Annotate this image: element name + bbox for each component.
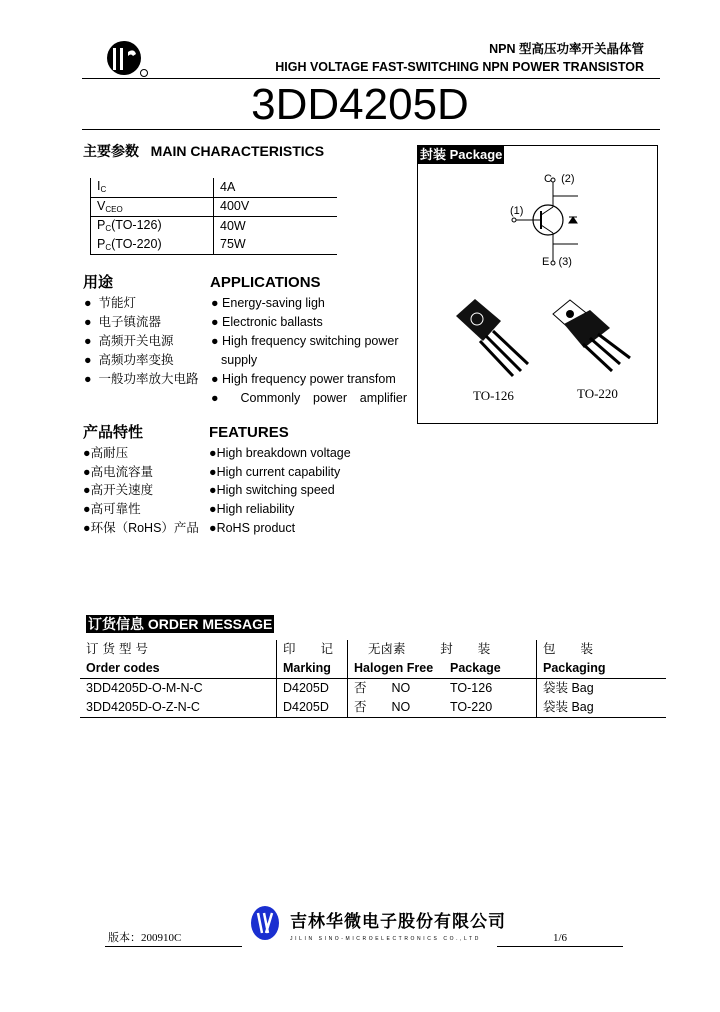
text: C xyxy=(105,224,112,234)
characteristics-table xyxy=(90,178,337,255)
table-row xyxy=(91,236,338,255)
text: 40W xyxy=(220,218,246,233)
text: 订货型号 xyxy=(80,640,277,659)
text: P xyxy=(97,236,106,251)
text: 电子镇流器 xyxy=(98,315,162,329)
text: Halogen Free xyxy=(348,659,445,679)
text: Marking xyxy=(277,659,348,679)
text: Energy-saving ligh xyxy=(222,296,325,310)
text: Commonly power amplifier xyxy=(240,391,407,405)
list-item: ● 高频开关电源 xyxy=(84,334,174,348)
list-item: ● Commonly power amplifier xyxy=(211,391,407,405)
text: D4205D xyxy=(277,698,348,718)
text: 环保（RoHS）产品 xyxy=(90,520,199,535)
text: E xyxy=(542,256,550,268)
table-row xyxy=(80,698,666,718)
table-row xyxy=(91,178,338,197)
to220-package-icon xyxy=(550,296,640,376)
text: High frequency switching power xyxy=(222,334,399,348)
text: 无卤素 xyxy=(368,642,406,656)
list-item: ● 电子镇流器 xyxy=(84,315,162,329)
list-item xyxy=(211,351,407,370)
company-logo-icon xyxy=(250,905,280,941)
text: 节能灯 xyxy=(98,296,137,310)
text: 高可靠性 xyxy=(90,502,141,517)
applications-heading-en: APPLICATIONS xyxy=(210,274,321,291)
text: 3DD4205D-O-Z-N-C xyxy=(80,698,277,718)
text: 封 装 xyxy=(440,642,491,656)
features-heading-cn: 产品特性 xyxy=(83,424,144,441)
list-item: ● Energy-saving ligh xyxy=(211,296,325,310)
main-characteristics-heading xyxy=(83,143,324,160)
text: C xyxy=(105,242,112,252)
features-list-en xyxy=(209,444,351,538)
list-item: ●High reliability xyxy=(209,502,295,517)
text: 高频开关电源 xyxy=(98,334,174,348)
to220-label: TO-220 xyxy=(577,386,618,401)
text: 袋装 Bag xyxy=(543,681,594,695)
features-list-cn xyxy=(83,444,199,538)
applications-list-cn xyxy=(84,294,199,389)
collector-label xyxy=(544,173,575,186)
divider xyxy=(497,946,623,947)
text: High breakdown voltage xyxy=(216,446,351,460)
subtitle-cn: NPN 型高压功率开关晶体管 xyxy=(489,42,644,56)
table-row xyxy=(80,679,666,699)
to126-package-icon xyxy=(453,296,533,381)
list-item: ●高耐压 xyxy=(83,446,129,460)
text: 400V xyxy=(214,197,338,217)
text: High reliability xyxy=(216,502,295,517)
text: C xyxy=(544,173,552,185)
jjc-logo xyxy=(104,40,152,83)
text: High switching speed xyxy=(216,483,335,498)
text: 4A xyxy=(214,178,338,197)
text: 3DD4205D-O-M-N-C xyxy=(80,679,277,699)
text: 否 NO xyxy=(354,681,411,695)
list-item: ● High frequency switching power xyxy=(211,334,399,348)
list-item: ● Electronic ballasts xyxy=(211,315,323,329)
divider xyxy=(82,78,660,79)
text: (2) xyxy=(561,173,575,185)
text: (TO-126) xyxy=(111,218,162,233)
list-item: ● 高频功率变换 xyxy=(84,353,174,367)
list-item: ●High current capability xyxy=(209,464,341,479)
order-table xyxy=(80,640,666,718)
heading-cn: 主要参数 xyxy=(83,143,139,159)
text: I xyxy=(97,179,101,194)
page-number: 1/6 xyxy=(553,932,568,944)
text: V xyxy=(97,198,106,213)
text: 75W xyxy=(214,236,338,255)
text: 否 NO xyxy=(348,698,445,718)
table-header-row xyxy=(80,659,666,679)
text: (TO-220) xyxy=(111,236,162,251)
text: RoHS product xyxy=(216,520,296,535)
list-item: ●High breakdown voltage xyxy=(209,446,351,460)
applications-heading-cn: 用途 xyxy=(83,274,114,291)
features-heading-en: FEATURES xyxy=(209,424,289,441)
text: 包 装 xyxy=(543,642,594,656)
text: Packaging xyxy=(537,659,667,679)
base-label: (1) xyxy=(510,205,524,217)
text: High current capability xyxy=(216,464,341,479)
table-header-row xyxy=(80,640,666,659)
text: Package xyxy=(444,659,537,679)
table-row xyxy=(91,217,338,236)
company-name-cn: 吉林华微电子股份有限公司 xyxy=(290,912,506,931)
list-item: ●高电流容量 xyxy=(83,464,154,479)
subtitle-en: HIGH VOLTAGE FAST-SWITCHING NPN POWER TRANSISTOR xyxy=(275,60,644,74)
text: Electronic ballasts xyxy=(222,315,323,329)
text: TO-126 xyxy=(444,679,537,699)
text: 高电流容量 xyxy=(90,464,154,479)
list-item: ● 一般功率放大电路 xyxy=(84,372,199,386)
text: TO-220 xyxy=(444,698,537,718)
package-box xyxy=(417,145,658,424)
heading-en: MAIN CHARACTERISTICS xyxy=(150,143,325,159)
applications-list-en xyxy=(211,294,407,408)
list-item: ●高可靠性 xyxy=(83,502,141,517)
text: 高开关速度 xyxy=(90,483,154,498)
text: Order codes xyxy=(80,659,277,679)
text: 袋装 Bag xyxy=(537,698,667,718)
text: 印 记 xyxy=(277,640,348,659)
text: supply xyxy=(221,353,258,367)
text: C xyxy=(100,185,107,195)
table-row xyxy=(91,197,338,217)
divider xyxy=(82,129,660,130)
order-heading: 订货信息 ORDER MESSAGE xyxy=(88,616,273,632)
package-heading: 封装 Package xyxy=(420,147,503,162)
text: CEO xyxy=(105,204,123,214)
list-item: ●环保（RoHS）产品 xyxy=(83,520,199,535)
divider xyxy=(105,946,242,947)
emitter-label xyxy=(542,256,572,269)
list-item: ● 节能灯 xyxy=(84,296,137,310)
list-item: ●RoHS product xyxy=(209,520,296,535)
page-title: 3DD4205D xyxy=(251,80,469,129)
company-name-en: JILIN SINO-MICROELECTRONICS CO.,LTD xyxy=(290,936,481,942)
text: P xyxy=(97,218,106,233)
text: 一般功率放大电路 xyxy=(98,372,199,386)
version-label: 版本：200910C xyxy=(108,932,182,944)
text: 高频功率变换 xyxy=(98,353,174,367)
text: D4205D xyxy=(277,679,348,699)
list-item: ●高开关速度 xyxy=(83,483,154,498)
list-item: ● High frequency power transfom xyxy=(211,372,396,386)
to126-label: TO-126 xyxy=(473,388,514,403)
text: (3) xyxy=(558,256,572,268)
text: High frequency power transfom xyxy=(222,372,396,386)
text: 高耐压 xyxy=(90,446,129,460)
list-item: ●High switching speed xyxy=(209,483,335,498)
